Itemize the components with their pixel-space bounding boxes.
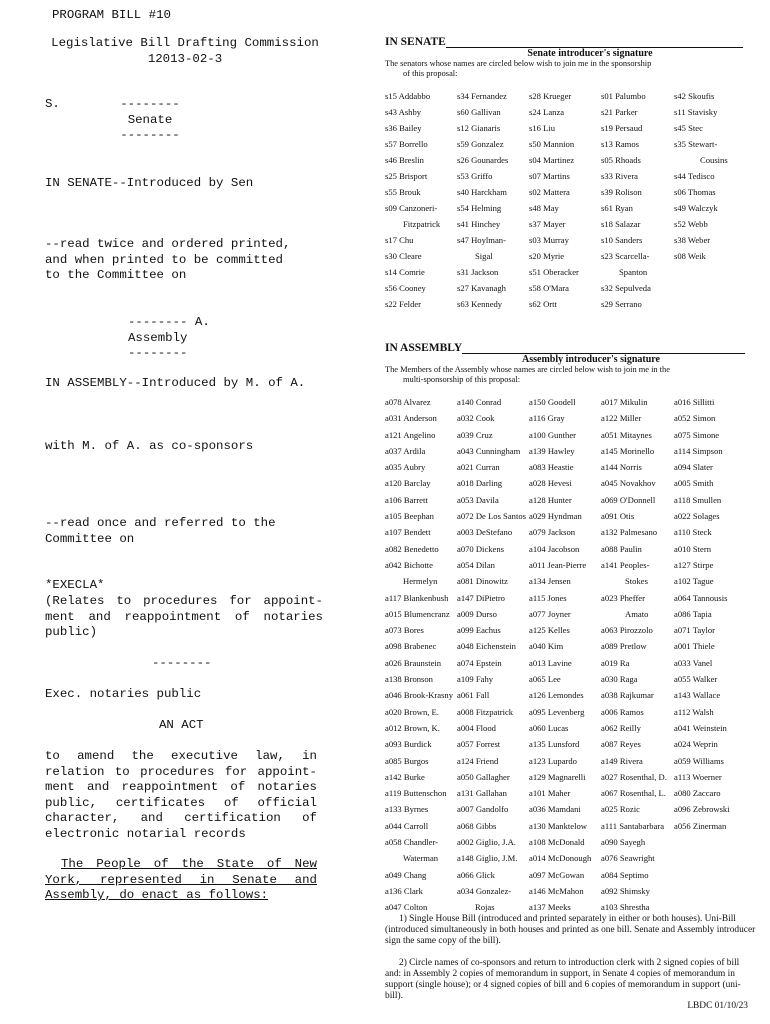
member-name[interactable]: a111 Santabarbara xyxy=(601,820,665,831)
member-name[interactable]: a099 Eachus xyxy=(457,625,501,636)
member-name[interactable]: a006 Ramos xyxy=(601,706,644,717)
member-name-cont[interactable]: Amato xyxy=(625,608,649,619)
member-name[interactable]: a093 Burdick xyxy=(385,739,432,750)
senator-name-cont[interactable]: Fitzpatrick xyxy=(403,219,441,229)
member-name[interactable]: a105 Beephan xyxy=(385,511,434,522)
member-name[interactable]: a021 Curran xyxy=(457,462,500,473)
senator-name[interactable]: s52 Webb xyxy=(674,219,708,229)
senator-name[interactable]: s55 Brouk xyxy=(385,187,421,197)
member-name-cont[interactable]: Hermelyn xyxy=(403,576,438,587)
member-name[interactable]: a043 Cunningham xyxy=(457,445,521,456)
member-name[interactable]: a071 Taylor xyxy=(674,625,716,636)
member-name[interactable]: a113 Woerner xyxy=(674,771,722,782)
senator-name[interactable]: s26 Gounardes xyxy=(457,155,509,165)
senator-name[interactable]: s56 Cooney xyxy=(385,283,426,293)
member-name[interactable]: a032 Cook xyxy=(457,413,495,424)
member-name[interactable]: a062 Reilly xyxy=(601,722,641,733)
commission-title xyxy=(40,36,330,67)
member-name[interactable]: a064 Tannousis xyxy=(674,592,728,603)
senator-name[interactable]: s41 Hinchey xyxy=(457,219,501,229)
member-name[interactable]: a116 Gray xyxy=(529,413,565,424)
member-name[interactable]: a033 Vanel xyxy=(674,657,713,668)
member-name[interactable]: a087 Reyes xyxy=(601,739,641,750)
member-name[interactable]: a141 Peoples- xyxy=(601,559,650,570)
member-name[interactable]: a101 Maher xyxy=(529,788,571,799)
member-name[interactable]: a024 Weprin xyxy=(674,739,718,750)
assembly-signature-block xyxy=(385,341,747,384)
member-name[interactable]: a127 Stirpe xyxy=(674,559,714,570)
senate-column-1 xyxy=(385,88,440,312)
text-line: --read once and referred to the xyxy=(45,516,276,530)
member-name[interactable]: a023 Pheffer xyxy=(601,592,645,603)
member-name[interactable]: a140 Conrad xyxy=(457,397,502,407)
member-name[interactable]: a085 Burgos xyxy=(385,755,429,766)
senator-name[interactable]: s63 Kennedy xyxy=(457,299,503,309)
senator-name[interactable]: s19 Persaud xyxy=(601,123,643,133)
senate-signature-block xyxy=(385,35,745,78)
member-name[interactable]: a025 Rozic xyxy=(601,804,640,815)
text-line: (Relates to procedures for appoint- xyxy=(45,594,323,608)
senator-name-cont[interactable]: Cousins xyxy=(700,155,728,165)
member-name[interactable]: a004 Flood xyxy=(457,722,496,733)
member-name[interactable]: a008 Fitzpatrick xyxy=(457,706,514,717)
member-name[interactable]: a015 Blumencranz xyxy=(385,608,450,619)
member-name[interactable]: a096 Zebrowski xyxy=(674,804,730,815)
member-name[interactable]: a115 Jones xyxy=(529,592,567,603)
member-name[interactable]: a108 McDonald xyxy=(529,837,585,848)
member-name[interactable]: a109 Fahy xyxy=(457,674,494,685)
text-line: relation to procedures for appoint- xyxy=(45,764,317,779)
senator-name[interactable]: s04 Martinez xyxy=(529,155,575,165)
member-name[interactable]: a144 Norris xyxy=(601,462,642,473)
member-name[interactable]: a016 Sillitti xyxy=(674,397,715,407)
member-name[interactable]: a056 Zinerman xyxy=(674,820,727,831)
senator-name[interactable]: s35 Stewart- xyxy=(674,139,718,149)
member-name[interactable]: a086 Tapia xyxy=(674,608,712,619)
senate-column-3 xyxy=(529,88,579,312)
member-name[interactable]: a040 Kim xyxy=(529,641,564,652)
member-name[interactable]: a059 Williams xyxy=(674,755,724,766)
execla-tag: *EXECLA* xyxy=(45,578,105,592)
senator-name[interactable]: s50 Mannion xyxy=(529,139,575,149)
member-name[interactable]: a042 Bichotte xyxy=(385,559,433,570)
member-name[interactable]: a076 Seawright xyxy=(601,853,655,864)
member-name[interactable]: a091 Otis xyxy=(601,511,635,522)
senator-name[interactable]: s31 Jackson xyxy=(457,267,499,277)
member-name[interactable]: a010 Stern xyxy=(674,543,711,554)
member-name[interactable]: a030 Raga xyxy=(601,674,638,685)
member-name[interactable]: a131 Gallahan xyxy=(457,788,507,799)
member-name[interactable]: a044 Carroll xyxy=(385,820,429,831)
senator-name[interactable]: s14 Comrie xyxy=(385,267,425,277)
senator-name[interactable]: s03 Murray xyxy=(529,235,569,245)
senator-name[interactable]: s42 Skoufis xyxy=(674,91,715,101)
member-name[interactable]: a031 Anderson xyxy=(385,413,437,424)
text-line: public) xyxy=(45,625,98,640)
senator-name[interactable]: s16 Liu xyxy=(529,123,556,133)
member-name[interactable]: a036 Mamdani xyxy=(529,804,581,815)
senator-name[interactable]: s46 Breslin xyxy=(385,155,424,165)
senator-name[interactable]: s60 Gallivan xyxy=(457,107,501,117)
assembly-label: Assembly xyxy=(128,330,188,345)
member-name[interactable]: a102 Tague xyxy=(674,576,714,587)
member-name[interactable]: a098 Brabenec xyxy=(385,641,437,652)
member-name[interactable]: a100 Gunther xyxy=(529,429,577,440)
text-line: electronic notarial records xyxy=(45,826,246,841)
member-name[interactable]: a118 Smullen xyxy=(674,494,722,505)
member-name[interactable]: a088 Paulin xyxy=(601,543,642,554)
member-name[interactable]: a122 Miller xyxy=(601,413,642,424)
senator-name[interactable]: s22 Felder xyxy=(385,299,422,309)
member-name[interactable]: a009 Durso xyxy=(457,608,497,619)
member-name[interactable]: a084 Septimo xyxy=(601,869,649,880)
senator-name[interactable]: s49 Walczyk xyxy=(674,203,718,213)
member-name[interactable]: a052 Simon xyxy=(674,413,716,424)
senator-name[interactable]: s27 Kavanagh xyxy=(457,283,506,293)
member-name[interactable]: a065 Lee xyxy=(529,674,561,685)
assembly-signature-line[interactable] xyxy=(462,341,745,354)
member-name-cont[interactable]: Rojas xyxy=(475,902,495,913)
senator-name[interactable]: s06 Thomas xyxy=(674,187,716,197)
member-name[interactable]: a081 Dinowitz xyxy=(457,576,508,587)
assembly-column-3 xyxy=(529,394,591,916)
member-name[interactable]: a001 Thiele xyxy=(674,641,715,652)
senator-name[interactable]: s11 Stavisky xyxy=(674,107,718,117)
member-name[interactable]: a018 Darling xyxy=(457,478,503,489)
member-name[interactable]: a028 Hevesi xyxy=(529,478,572,489)
member-name[interactable]: a148 Giglio, J.M. xyxy=(457,853,518,864)
senator-name[interactable]: s29 Serrano xyxy=(601,299,642,309)
program-bill-header: PROGRAM BILL #10 xyxy=(52,8,171,22)
senator-name[interactable]: s54 Helming xyxy=(457,203,502,213)
member-name[interactable]: a019 Ra xyxy=(601,657,630,668)
member-name[interactable]: a143 Wallace xyxy=(674,690,721,701)
senator-name[interactable]: s10 Sanders xyxy=(601,235,643,245)
senator-name[interactable]: s02 Mattera xyxy=(529,187,570,197)
member-name[interactable]: a067 Rosenthal, L. xyxy=(601,788,666,799)
member-name-cont[interactable]: Stokes xyxy=(625,576,648,587)
member-name[interactable]: a048 Eichenstein xyxy=(457,641,516,652)
member-name[interactable]: a121 Angelino xyxy=(385,429,436,440)
an-act-heading: AN ACT xyxy=(159,718,204,732)
member-name[interactable]: a082 Benedetto xyxy=(385,543,439,554)
text-line: to the Committee on xyxy=(45,268,187,283)
member-name[interactable]: a060 Lucas xyxy=(529,722,569,733)
member-name[interactable]: a125 Kelles xyxy=(529,625,570,636)
member-name[interactable]: a126 Lemondes xyxy=(529,690,584,701)
senate-signature-caption: Senate introducer's signature xyxy=(527,48,653,59)
senator-name-cont[interactable]: Spanton xyxy=(619,267,648,277)
senator-name-cont[interactable]: Sigal xyxy=(475,251,493,261)
member-name[interactable]: a069 O'Donnell xyxy=(601,494,656,505)
relates-text xyxy=(45,594,323,641)
lbdc-date: LBDC 01/10/23 xyxy=(687,1001,748,1011)
member-name[interactable]: a147 DiPietro xyxy=(457,592,505,603)
member-name[interactable]: a045 Novakhov xyxy=(601,478,656,489)
assembly-column-2 xyxy=(457,394,526,916)
member-name[interactable]: a077 Joyner xyxy=(529,608,571,619)
senator-name[interactable]: s13 Ramos xyxy=(601,139,639,149)
member-name[interactable]: a083 Heastie xyxy=(529,462,574,473)
member-name[interactable]: a142 Burke xyxy=(385,771,425,782)
senator-name[interactable]: s62 Ortt xyxy=(529,299,557,309)
senator-name[interactable]: s40 Harckham xyxy=(457,187,507,197)
member-name[interactable]: a005 Smith xyxy=(674,478,714,489)
member-name[interactable]: a092 Shimsky xyxy=(601,885,650,896)
senator-name[interactable]: s44 Tedisco xyxy=(674,171,715,181)
member-name[interactable]: a090 Sayegh xyxy=(601,837,646,848)
commission-name: Legislative Bill Drafting Commission xyxy=(51,36,319,50)
member-name[interactable]: a133 Byrnes xyxy=(385,804,429,815)
member-name[interactable]: a002 Giglio, J.A. xyxy=(457,837,516,848)
senate-note-line2: of this proposal: xyxy=(403,68,458,78)
member-name[interactable]: a124 Friend xyxy=(457,755,499,766)
text-line: character, and certification of xyxy=(45,811,317,826)
senator-name[interactable]: s47 Hoylman- xyxy=(457,235,506,245)
member-name[interactable]: a013 Lavine xyxy=(529,657,572,668)
member-name[interactable]: a089 Pretlow xyxy=(601,641,647,652)
member-name[interactable]: a051 Mitaynes xyxy=(601,429,652,440)
member-name[interactable]: a047 Colton xyxy=(385,902,428,913)
senator-name[interactable]: s05 Rhoads xyxy=(601,155,641,165)
member-name[interactable]: a094 Slater xyxy=(674,462,713,473)
text-line: York, represented in Senate and xyxy=(45,872,317,887)
text-line: and when printed to be committed xyxy=(45,252,283,267)
member-name[interactable]: a011 Jean-Pierre xyxy=(529,559,587,570)
member-name[interactable]: a012 Brown, K. xyxy=(385,722,440,733)
senator-name[interactable]: s23 Scarcella- xyxy=(601,251,650,261)
senator-name[interactable]: s61 Ryan xyxy=(601,203,633,213)
senator-name[interactable]: s33 Rivera xyxy=(601,171,638,181)
member-name[interactable]: a017 Mikulin xyxy=(601,397,648,407)
member-name[interactable]: a137 Meeks xyxy=(529,902,571,913)
senator-name[interactable]: s43 Ashby xyxy=(385,107,422,117)
member-name[interactable]: a080 Zaccaro xyxy=(674,788,721,799)
assembly-signature-caption: Assembly introducer's signature xyxy=(522,354,660,365)
member-name[interactable]: a139 Hawley xyxy=(529,445,575,456)
dash-line: -------- xyxy=(120,97,180,111)
member-name[interactable]: a034 Gonzalez- xyxy=(457,885,512,896)
a-dash-line: -------- A. xyxy=(128,315,210,329)
senator-name[interactable]: s34 Fernandez xyxy=(457,91,507,101)
member-name[interactable]: a114 Simpson xyxy=(674,445,723,456)
member-name[interactable]: a066 Glick xyxy=(457,869,495,880)
read-twice-text xyxy=(45,237,323,284)
member-name[interactable]: a027 Rosenthal, D. xyxy=(601,771,667,782)
senator-name[interactable]: s08 Weik xyxy=(674,251,706,261)
member-name[interactable]: a003 DeStefano xyxy=(457,527,513,538)
member-name[interactable]: a035 Aubry xyxy=(385,462,426,473)
enacting-clause xyxy=(45,857,317,904)
member-name[interactable]: a128 Hunter xyxy=(529,494,572,505)
senate-column-2 xyxy=(457,88,508,312)
member-name[interactable]: a068 Gibbs xyxy=(457,820,497,831)
member-name[interactable]: a050 Gallagher xyxy=(457,771,510,782)
member-name[interactable]: a022 Solages xyxy=(674,511,720,522)
text-line: Assembly, do enact as follows: xyxy=(45,888,269,903)
senate-signature-line[interactable] xyxy=(446,35,743,48)
member-name[interactable]: a079 Jackson xyxy=(529,527,576,538)
footnote-1: 1) Single House Bill (introduced and printed separately in either or both houses). Uni-Bill (introduced simultaneously in both houses and printed as one bill. Senate and Assembly introducer sign the same copy of the bill). xyxy=(385,914,756,946)
senator-name[interactable]: s18 Salazar xyxy=(601,219,641,229)
member-name[interactable]: a063 Pirozzolo xyxy=(601,625,653,636)
senator-name[interactable]: s53 Griffo xyxy=(457,171,493,181)
in-assembly-introduced: IN ASSEMBLY--Introduced by M. of A. xyxy=(45,376,306,390)
member-name[interactable]: a146 McMahon xyxy=(529,885,584,896)
member-name[interactable]: a041 Weinstein xyxy=(674,722,727,733)
member-name[interactable]: a145 Morinello xyxy=(601,445,655,456)
member-name[interactable]: a070 Dickens xyxy=(457,543,505,554)
assembly-block xyxy=(128,315,210,362)
separator-dashes: -------- xyxy=(152,656,212,670)
member-name[interactable]: a110 Steck xyxy=(674,527,712,538)
senator-name[interactable]: s20 Myrie xyxy=(529,251,565,261)
senate-column-5 xyxy=(674,88,728,264)
member-name[interactable]: a097 McGowan xyxy=(529,869,585,880)
dash-line: -------- xyxy=(128,346,188,361)
member-name[interactable]: a058 Chandler- xyxy=(385,837,439,848)
text-line: The People of the State of New xyxy=(61,857,317,871)
assembly-column-5 xyxy=(674,394,730,834)
member-name[interactable]: a026 Braunstein xyxy=(385,657,442,668)
senator-name[interactable]: s45 Stec xyxy=(674,123,703,133)
senator-name[interactable]: s15 Addabbo xyxy=(385,91,431,101)
member-name[interactable]: a039 Cruz xyxy=(457,429,493,440)
cosponsors-text: with M. of A. as co-sponsors xyxy=(45,439,254,453)
assembly-note: The Members of the Assembly whose names are circled below wish to join me in the xyxy=(385,365,670,374)
senator-name[interactable]: s59 Gonzalez xyxy=(457,139,504,149)
in-senate-introduced: IN SENATE--Introduced by Sen xyxy=(45,176,254,190)
member-name[interactable]: a020 Brown, E. xyxy=(385,706,439,717)
member-name[interactable]: a149 Rivera xyxy=(601,755,643,766)
s-label: S. xyxy=(45,97,60,111)
senate-note: The senators whose names are circled below wish to join me in the sponsorship xyxy=(385,59,652,68)
member-name[interactable]: a135 Lunsford xyxy=(529,739,580,750)
senator-name[interactable]: s37 Mayer xyxy=(529,219,566,229)
assembly-column-1 xyxy=(385,394,453,916)
exec-notaries-public: Exec. notaries public xyxy=(45,687,202,701)
senator-name[interactable]: s38 Weber xyxy=(674,235,711,245)
member-name[interactable]: a095 Levenberg xyxy=(529,706,585,717)
member-name[interactable]: a057 Forrest xyxy=(457,739,501,750)
senator-name[interactable]: s57 Borrello xyxy=(385,139,428,149)
member-name[interactable]: a123 Lupardo xyxy=(529,755,577,766)
member-name[interactable]: a103 Shrestha xyxy=(601,902,650,913)
senator-name[interactable]: s36 Bailey xyxy=(385,123,422,133)
member-name[interactable]: a074 Epstein xyxy=(457,657,502,668)
member-name[interactable]: a117 Blankenbush xyxy=(385,592,449,603)
member-name[interactable]: a046 Brook-Krasny xyxy=(385,690,454,701)
act-title-text xyxy=(45,749,317,843)
member-name[interactable]: a073 Bores xyxy=(385,625,424,636)
senator-name[interactable]: s24 Lanza xyxy=(529,107,565,117)
member-name[interactable]: a112 Walsh xyxy=(674,706,714,717)
text-line: ment and reappointment of notaries xyxy=(45,780,317,795)
member-name[interactable]: a054 Dilan xyxy=(457,559,495,570)
text-line: --read twice and ordered printed, xyxy=(45,237,291,251)
member-name-cont[interactable]: Waterman xyxy=(403,853,439,864)
senator-name[interactable]: s01 Palumbo xyxy=(601,91,646,101)
member-name[interactable]: a106 Barrett xyxy=(385,494,428,505)
senator-name[interactable]: s51 Oberacker xyxy=(529,267,579,277)
assembly-column-4 xyxy=(601,394,667,916)
senator-name[interactable]: s21 Parker xyxy=(601,107,638,117)
member-name[interactable]: a107 Bendett xyxy=(385,527,431,538)
member-name[interactable]: a132 Palmesano xyxy=(601,527,658,538)
text-line: Committee on xyxy=(45,531,135,546)
member-name[interactable]: a053 Davila xyxy=(457,494,499,505)
member-name[interactable]: a075 Simone xyxy=(674,429,720,440)
member-name[interactable]: a061 Fall xyxy=(457,690,490,701)
member-name[interactable]: a150 Goodell xyxy=(529,397,576,407)
member-name[interactable]: a029 Hyndman xyxy=(529,511,582,522)
member-name[interactable]: a055 Walker xyxy=(674,674,718,685)
assembly-note-line2: multi-sponsorship of this proposal: xyxy=(403,374,521,384)
senate-block xyxy=(110,97,190,144)
member-name[interactable]: a120 Barclay xyxy=(385,478,431,489)
senator-name[interactable]: s12 Gianaris xyxy=(457,123,501,133)
bill-code: 12013-02-3 xyxy=(147,51,223,66)
dash-line: -------- xyxy=(120,128,180,143)
text-line: to amend the executive law, in xyxy=(45,749,317,763)
senator-name[interactable]: s25 Brisport xyxy=(385,171,428,181)
member-name[interactable]: a129 Magnarelli xyxy=(529,771,586,782)
member-name[interactable]: a049 Chang xyxy=(385,869,427,880)
member-name[interactable]: a007 Gandolfo xyxy=(457,804,509,815)
footnote-2: 2) Circle names of co-sponsors and return to introduction clerk with 2 signed copies of bill and: in Assembly 2 copies of memorandum in support, in Senate 4 copies of memorandum in support (single house); or 4 signed copies of bill and 6 copies of memorandum in support (uni-bill). xyxy=(385,958,741,1001)
senator-name[interactable]: s39 Rolison xyxy=(601,187,642,197)
senator-name[interactable]: s09 Canzoneri- xyxy=(385,203,438,213)
member-name[interactable]: a130 Manktelow xyxy=(529,820,587,831)
member-name[interactable]: a072 De Los Santos xyxy=(457,511,526,522)
member-name[interactable]: a104 Jacobson xyxy=(529,543,580,554)
senator-name[interactable]: s30 Cleare xyxy=(385,251,422,261)
senator-name[interactable]: s58 O'Mara xyxy=(529,283,569,293)
member-name[interactable]: a014 McDonough xyxy=(529,853,592,864)
senator-name[interactable]: s48 May xyxy=(529,203,559,213)
member-name[interactable]: a134 Jensen xyxy=(529,576,571,587)
text-line: public, certificates of official xyxy=(45,795,317,810)
senator-name[interactable]: s28 Krueger xyxy=(529,91,572,101)
read-once-text xyxy=(45,516,323,547)
member-name[interactable]: a078 Alvarez xyxy=(385,397,431,407)
member-name[interactable]: a037 Ardila xyxy=(385,445,426,456)
senator-name[interactable]: s17 Chu xyxy=(385,235,414,245)
in-senate-title: IN SENATE xyxy=(385,36,446,48)
senate-column-4 xyxy=(601,88,651,312)
member-name[interactable]: a138 Bronson xyxy=(385,674,433,685)
senate-label: Senate xyxy=(127,112,173,127)
member-name[interactable]: a136 Clark xyxy=(385,885,423,896)
senator-name[interactable]: s07 Martins xyxy=(529,171,570,181)
text-line: ment and reappointment of notaries xyxy=(45,609,323,624)
member-name[interactable]: a119 Buttenschon xyxy=(385,788,447,799)
member-name[interactable]: a038 Rajkumar xyxy=(601,690,654,701)
senator-name[interactable]: s32 Sepulveda xyxy=(601,283,651,293)
in-assembly-title: IN ASSEMBLY xyxy=(385,342,463,354)
